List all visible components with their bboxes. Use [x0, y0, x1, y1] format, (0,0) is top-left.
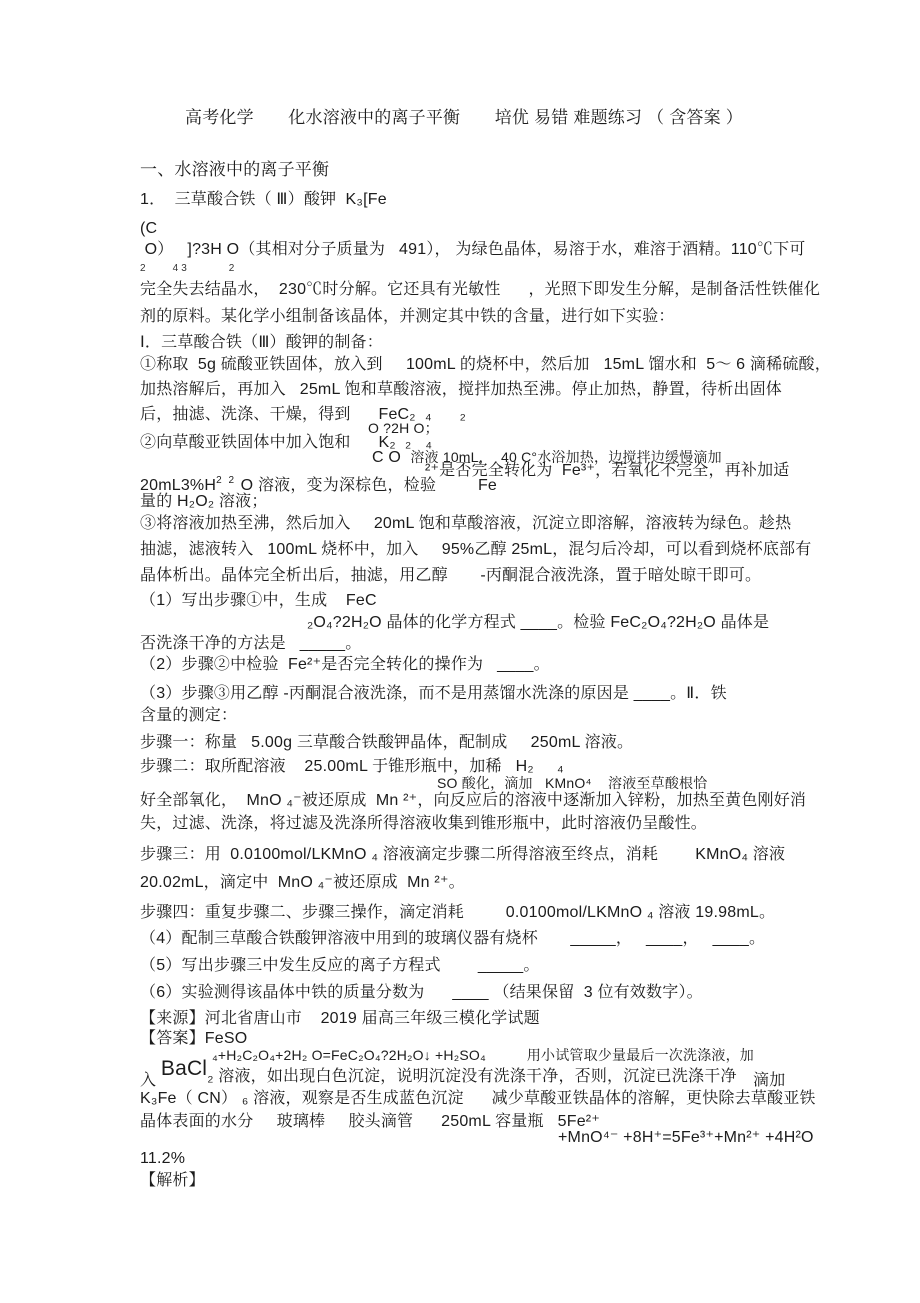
- step-3-text: ③将溶液加热至沸，然后加入 20mL 饱和草酸溶液，沉淀立即溶解，溶液转为绿色。趁热: [140, 515, 792, 532]
- text-run: 溶液 10mL， 40 C°水浴加热，边搅拌边缓慢滴加: [410, 449, 722, 465]
- subquestion-3: （3）步骤③用乙醇 -丙酮混合液洗涤，而不是用蒸馏水洗涤的原因是 ____。Ⅱ．铁: [140, 685, 727, 702]
- subquestion-1-blank: 否洗涤干净的方法是 _____。: [140, 635, 362, 652]
- answer-glassware-line: 晶体表面的水分 玻璃棒 胶头滴管 250mL 容量瓶 5Fe²⁺: [140, 1113, 600, 1130]
- answer-drip-label: 滴加: [753, 1072, 786, 1089]
- displaced-subscripts: 2 2: [216, 475, 237, 486]
- text-run: O 溶液，变为深棕色，检验 Fe: [236, 477, 498, 494]
- subquestion-5: （5）写出步骤三中发生反应的离子方程式 _____。: [140, 957, 540, 974]
- procedure-step-2: 步骤二：取所配溶液 25.00mL 于锥形瓶中，加稀 H₂ ₄: [140, 758, 564, 775]
- text-run: 入: [140, 1072, 161, 1089]
- part-2-heading: 含量的测定：: [140, 707, 238, 724]
- answer-equation-row: ₄+H₂C₂O₄+2H₂ O=FeC₂O₄?2H₂O↓ +H₂SO₄ 用小试管取少量最后一次洗涤液，加: [212, 1047, 754, 1063]
- formula-fragment-c: (C: [140, 220, 158, 237]
- displaced-formula-row: SO 酸化，滴加 KMnO⁴ 溶液至草酸根恰: [437, 775, 708, 791]
- step-2-text-k2c2o4: ②向草酸亚铁固体中加入饱和 K₂ ₂ ₄: [140, 434, 433, 451]
- answer-ionic-equation-row: +MnO⁴⁻ +8H⁺=5Fe³⁺+Mn²⁺ +4H²O: [558, 1129, 814, 1146]
- formula-co-fragment: C O: [372, 449, 411, 466]
- answer-bacl2-line: [140, 1057, 737, 1089]
- step-3-text: 晶体析出。晶体完全析出后，抽滤，用乙醇 -丙酮混合液洗涤，置于暗处晾干即可。: [140, 567, 762, 584]
- step-2-text-fe-check: ²⁺是否完全转化为 Fe³⁺，若氧化不完全，再补加适: [425, 462, 790, 479]
- procedure-step-1: 步骤一：称量 5.00g 三草酸合铁酸钾晶体，配制成 250mL 溶液。: [140, 734, 634, 751]
- procedure-step-2-text: 失，过滤、洗涤，将过滤及洗涤所得溶液收集到锥形瓶中，此时溶液仍呈酸性。: [140, 815, 708, 832]
- displaced-formula-row: O ?2H O；: [368, 420, 439, 436]
- text-run: 20mL3%H: [140, 477, 217, 494]
- answer-percentage: 11.2%: [140, 1150, 186, 1167]
- source-line: 【来源】河北省唐山市 2019 届高三年级三模化学试题: [140, 1010, 540, 1027]
- subquestion-1-continued: ₂O₄?2H₂O 晶体的化学方程式 ____。检验 FeC₂O₄?2H₂O 晶体是: [307, 614, 770, 631]
- doc-title: 高考化学 化水溶液中的离子平衡 培优 易错 难题练习 （ 含答案 ）: [185, 108, 743, 127]
- formula-line-molar-mass: O） ]?3H O（其相对分子质量为 491）， 为绿色晶体，易溶于水，难溶于酒精。110℃下可: [140, 241, 806, 258]
- subquestion-6: （6）实验测得该晶体中铁的质量分数为 ____ （结果保留 3 位有效数字）。: [140, 984, 703, 1001]
- subquestion-4: （4）配制三草酸合铁酸钾溶液中用到的玻璃仪器有烧杯 _____， ____， ____。: [140, 930, 766, 947]
- text-run: ₂ 溶液，如出现白色沉淀，说明沉淀没有洗涤干净，否则，沉淀已洗涤干净: [207, 1068, 737, 1085]
- analysis-label: 【解析】: [140, 1172, 205, 1189]
- formula-bacl2: BaCl: [160, 1057, 208, 1080]
- displaced-subscripts-row: 2 4 3 2: [140, 263, 235, 274]
- intro-text-line: 剂的原料。某化学小组制备该晶体，并测定其中铁的含量，进行如下实验：: [140, 308, 675, 325]
- question-1-intro: 1． 三草酸合铁（ Ⅲ）酸钾 K₃[Fe: [140, 191, 387, 208]
- procedure-step-4: 步骤四：重复步骤二、步骤三操作，滴定消耗 0.0100mol/LKMnO ₄ 溶液 19.98mL。: [140, 904, 776, 921]
- procedure-step-3-text: 20.02mL，滴定中 MnO ₄⁻被还原成 Mn ²⁺。: [140, 874, 465, 891]
- procedure-step-2-text: 好全部氧化， MnO ₄⁻被还原成 Mn ²⁺，向反应后的溶液中逐渐加入锌粉，加热至黄色刚好消: [140, 792, 807, 809]
- section-heading: 一、水溶液中的离子平衡: [140, 160, 330, 179]
- answer-label-line: 【答案】FeSO: [140, 1030, 248, 1047]
- step-1-text: ①称取 5g 硫酸亚铁固体，放入到 100mL 的烧杯中，然后加 15mL 馏水和 5～ 6 滴稀硫酸，: [140, 356, 831, 373]
- intro-text-line: 完全失去结晶水， 230℃时分解。它还具有光敏性 ，光照下即发生分解，是制备活性铁催化: [140, 281, 821, 298]
- part-1-heading: Ⅰ．三草酸合铁（Ⅲ）酸钾的制备：: [140, 334, 383, 351]
- step-2-text: 量的 H₂O₂ 溶液；: [140, 493, 268, 510]
- step-1-text-fec2o4: 后，抽滤、洗涤、干燥，得到 FeC₂ ₄ ₂: [140, 406, 467, 423]
- step-3-text: 抽滤，滤液转入 100mL 烧杯中，加入 95%乙醇 25mL，混匀后冷却，可以看到烧杯底部有: [140, 541, 812, 558]
- answer-k3fecn6-line: K₃Fe（ CN） ₆ 溶液，观察是否生成蓝色沉淀 减少草酸亚铁晶体的溶解，更快除去草酸亚铁: [140, 1090, 816, 1107]
- subquestion-2: （2）步骤②中检验 Fe²⁺是否完全转化的操作为 ____。: [140, 656, 550, 673]
- subquestion-1: （1）写出步骤①中，生成 FeC: [140, 592, 377, 609]
- step-1-text: 加热溶解后，再加入 25mL 饱和草酸溶液，搅拌加热至沸。停止加热，静置，待析出固体: [140, 381, 783, 398]
- procedure-step-3: 步骤三：用 0.0100mol/LKMnO ₄ 溶液滴定步骤二所得溶液至终点，消耗 KMnO₄ 溶液: [140, 846, 786, 863]
